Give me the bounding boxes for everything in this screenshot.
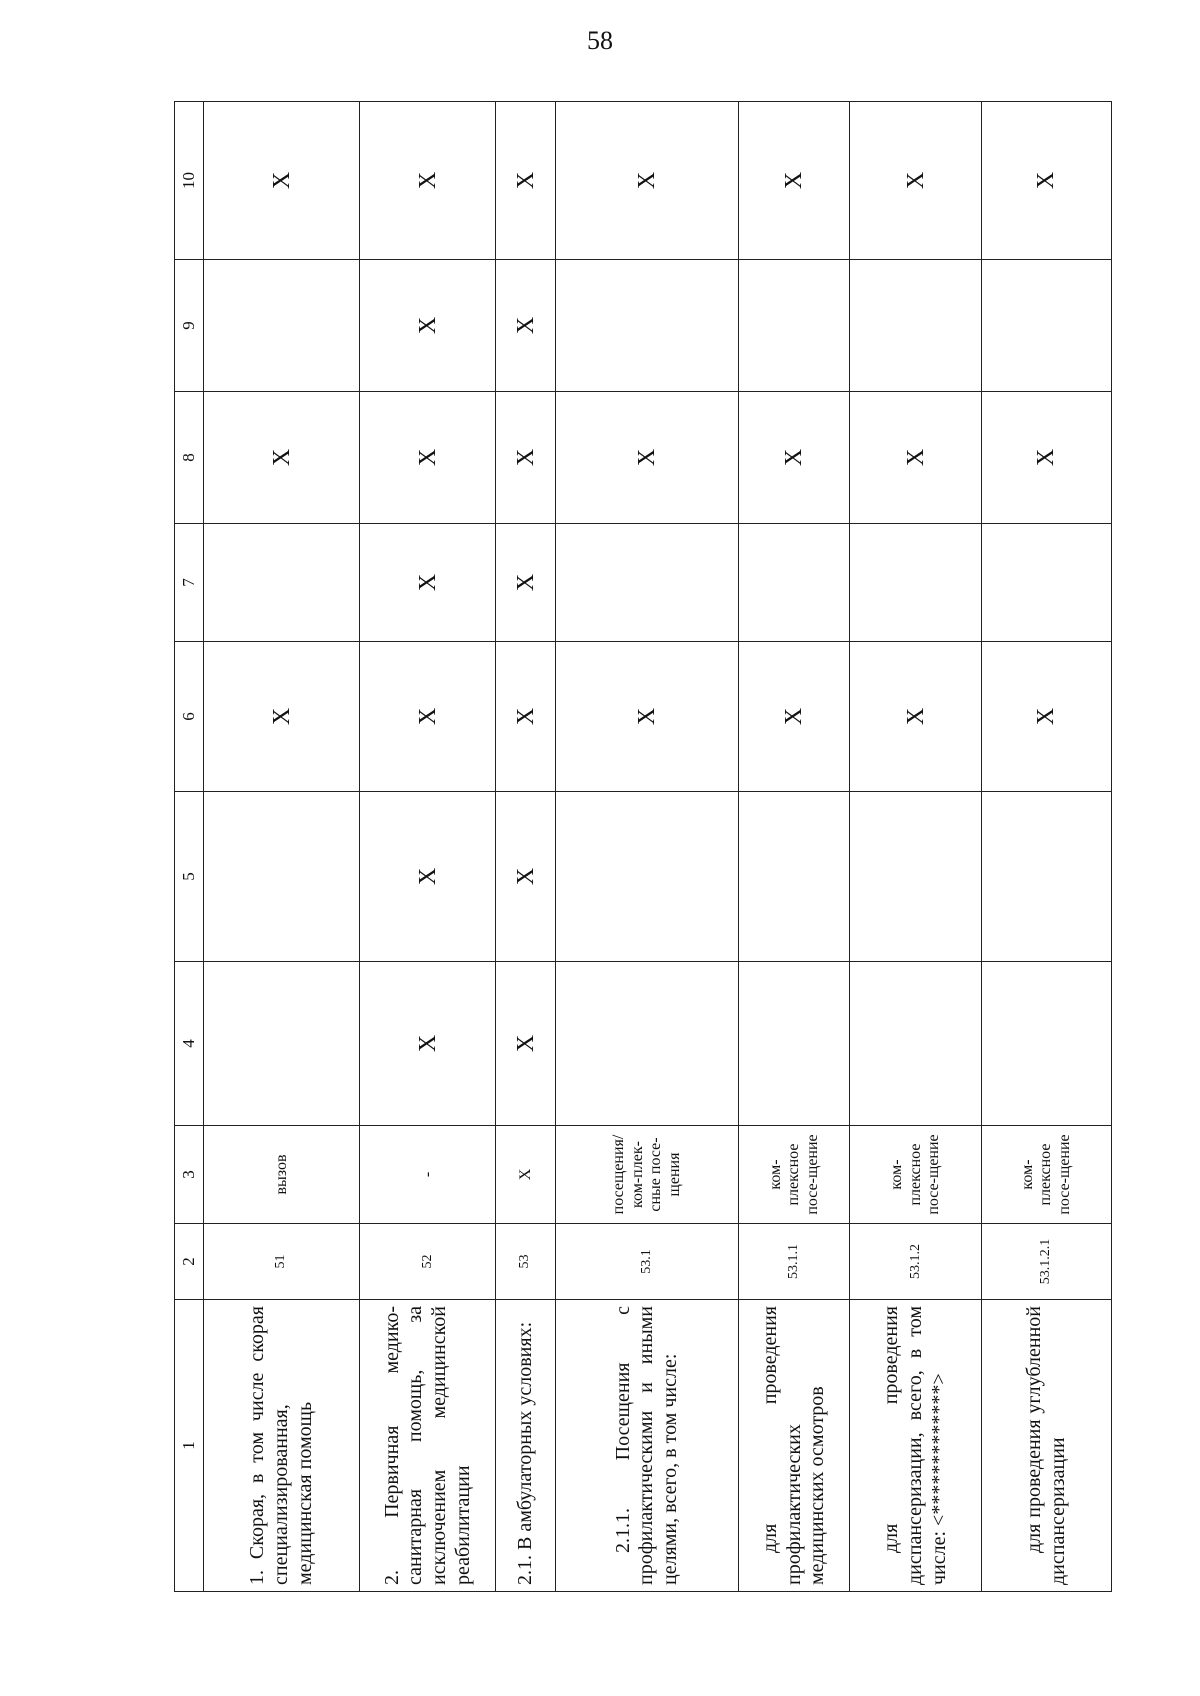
cell-col-5 <box>556 792 739 962</box>
row-code: 52 <box>360 1224 496 1300</box>
cell-col-9: X <box>360 260 496 392</box>
cell-col-9: X <box>496 260 556 392</box>
header-row <box>175 102 204 1592</box>
cell-col-4 <box>556 962 739 1126</box>
col-header-1: 1 <box>175 1300 204 1592</box>
cell-col-8: X <box>204 392 360 524</box>
row-code: 51 <box>204 1224 360 1300</box>
rotated-table-container <box>174 102 1112 1592</box>
row-unit: ком-плексное посе-щение <box>739 1126 850 1224</box>
row-code: 53 <box>496 1224 556 1300</box>
cell-col-5 <box>850 792 982 962</box>
cell-col-5 <box>982 792 1112 962</box>
cell-col-6: X <box>360 642 496 792</box>
page-number: 58 <box>587 26 613 55</box>
row-name: 1. Скорая, в том числе скорая специализированная, медицинская помощь <box>204 1300 360 1592</box>
cell-col-4 <box>850 962 982 1126</box>
cell-col-8: X <box>850 392 982 524</box>
row-unit: посещения/ком-плек-сные посе-щения <box>556 1126 739 1224</box>
row-code: 53.1.1 <box>739 1224 850 1300</box>
cell-col-6: X <box>556 642 739 792</box>
cell-col-5: X <box>496 792 556 962</box>
cell-col-10: X <box>204 102 360 260</box>
cell-col-4 <box>739 962 850 1126</box>
cell-col-7 <box>556 524 739 642</box>
cell-col-6: X <box>496 642 556 792</box>
table-row <box>204 102 360 1592</box>
cell-col-7 <box>739 524 850 642</box>
cell-col-7 <box>850 524 982 642</box>
row-code: 53.1.2.1 <box>982 1224 1112 1300</box>
cell-col-8: X <box>496 392 556 524</box>
cell-col-9 <box>204 260 360 392</box>
cell-col-8: X <box>360 392 496 524</box>
cell-col-6: X <box>204 642 360 792</box>
row-name: 2.1.1. Посещения с профилактическими и иными целями, всего, в том числе: <box>556 1300 739 1592</box>
cell-col-10: X <box>850 102 982 260</box>
col-header-3: 3 <box>175 1126 204 1224</box>
cell-col-9 <box>850 260 982 392</box>
table-row <box>496 102 556 1592</box>
row-name: 2. Первичная медико-санитарная помощь, за исключением медицинской реабилитации <box>360 1300 496 1592</box>
cell-col-7: X <box>496 524 556 642</box>
col-header-7: 7 <box>175 524 204 642</box>
cell-col-10: X <box>556 102 739 260</box>
cell-col-10: X <box>360 102 496 260</box>
cell-col-9 <box>739 260 850 392</box>
row-name: 2.1. В амбулаторных условиях: <box>496 1300 556 1592</box>
data-table <box>174 101 1112 1592</box>
row-unit: ком-плексное посе-щение <box>982 1126 1112 1224</box>
row-unit: X <box>496 1126 556 1224</box>
col-header-8: 8 <box>175 392 204 524</box>
cell-col-6: X <box>850 642 982 792</box>
cell-col-8: X <box>739 392 850 524</box>
table-row <box>850 102 982 1592</box>
cell-col-5: X <box>360 792 496 962</box>
cell-col-5 <box>204 792 360 962</box>
cell-col-5 <box>739 792 850 962</box>
cell-col-7 <box>204 524 360 642</box>
cell-col-10: X <box>739 102 850 260</box>
row-unit: - <box>360 1126 496 1224</box>
table-row <box>739 102 850 1592</box>
col-header-5: 5 <box>175 792 204 962</box>
row-name: для проведения углубленной диспансеризации <box>982 1300 1112 1592</box>
col-header-10: 10 <box>175 102 204 260</box>
table-row <box>982 102 1112 1592</box>
cell-col-8: X <box>982 392 1112 524</box>
cell-col-9 <box>982 260 1112 392</box>
cell-col-7: X <box>360 524 496 642</box>
col-header-9: 9 <box>175 260 204 392</box>
col-header-6: 6 <box>175 642 204 792</box>
cell-col-4: X <box>360 962 496 1126</box>
row-name: для проведения профилактических медицинских осмотров <box>739 1300 850 1592</box>
cell-col-4: X <box>496 962 556 1126</box>
row-code: 53.1 <box>556 1224 739 1300</box>
cell-col-10: X <box>496 102 556 260</box>
row-unit: ком-плексное посе-щение <box>850 1126 982 1224</box>
cell-col-8: X <box>556 392 739 524</box>
cell-col-6: X <box>982 642 1112 792</box>
col-header-4: 4 <box>175 962 204 1126</box>
cell-col-4 <box>982 962 1112 1126</box>
col-header-2: 2 <box>175 1224 204 1300</box>
cell-col-7 <box>982 524 1112 642</box>
cell-col-10: X <box>982 102 1112 260</box>
row-name: для проведения диспансеризации, всего, в том числе: <*************> <box>850 1300 982 1592</box>
row-code: 53.1.2 <box>850 1224 982 1300</box>
cell-col-4 <box>204 962 360 1126</box>
cell-col-6: X <box>739 642 850 792</box>
table-row <box>360 102 496 1592</box>
row-unit: вызов <box>204 1126 360 1224</box>
table-row <box>556 102 739 1592</box>
cell-col-9 <box>556 260 739 392</box>
